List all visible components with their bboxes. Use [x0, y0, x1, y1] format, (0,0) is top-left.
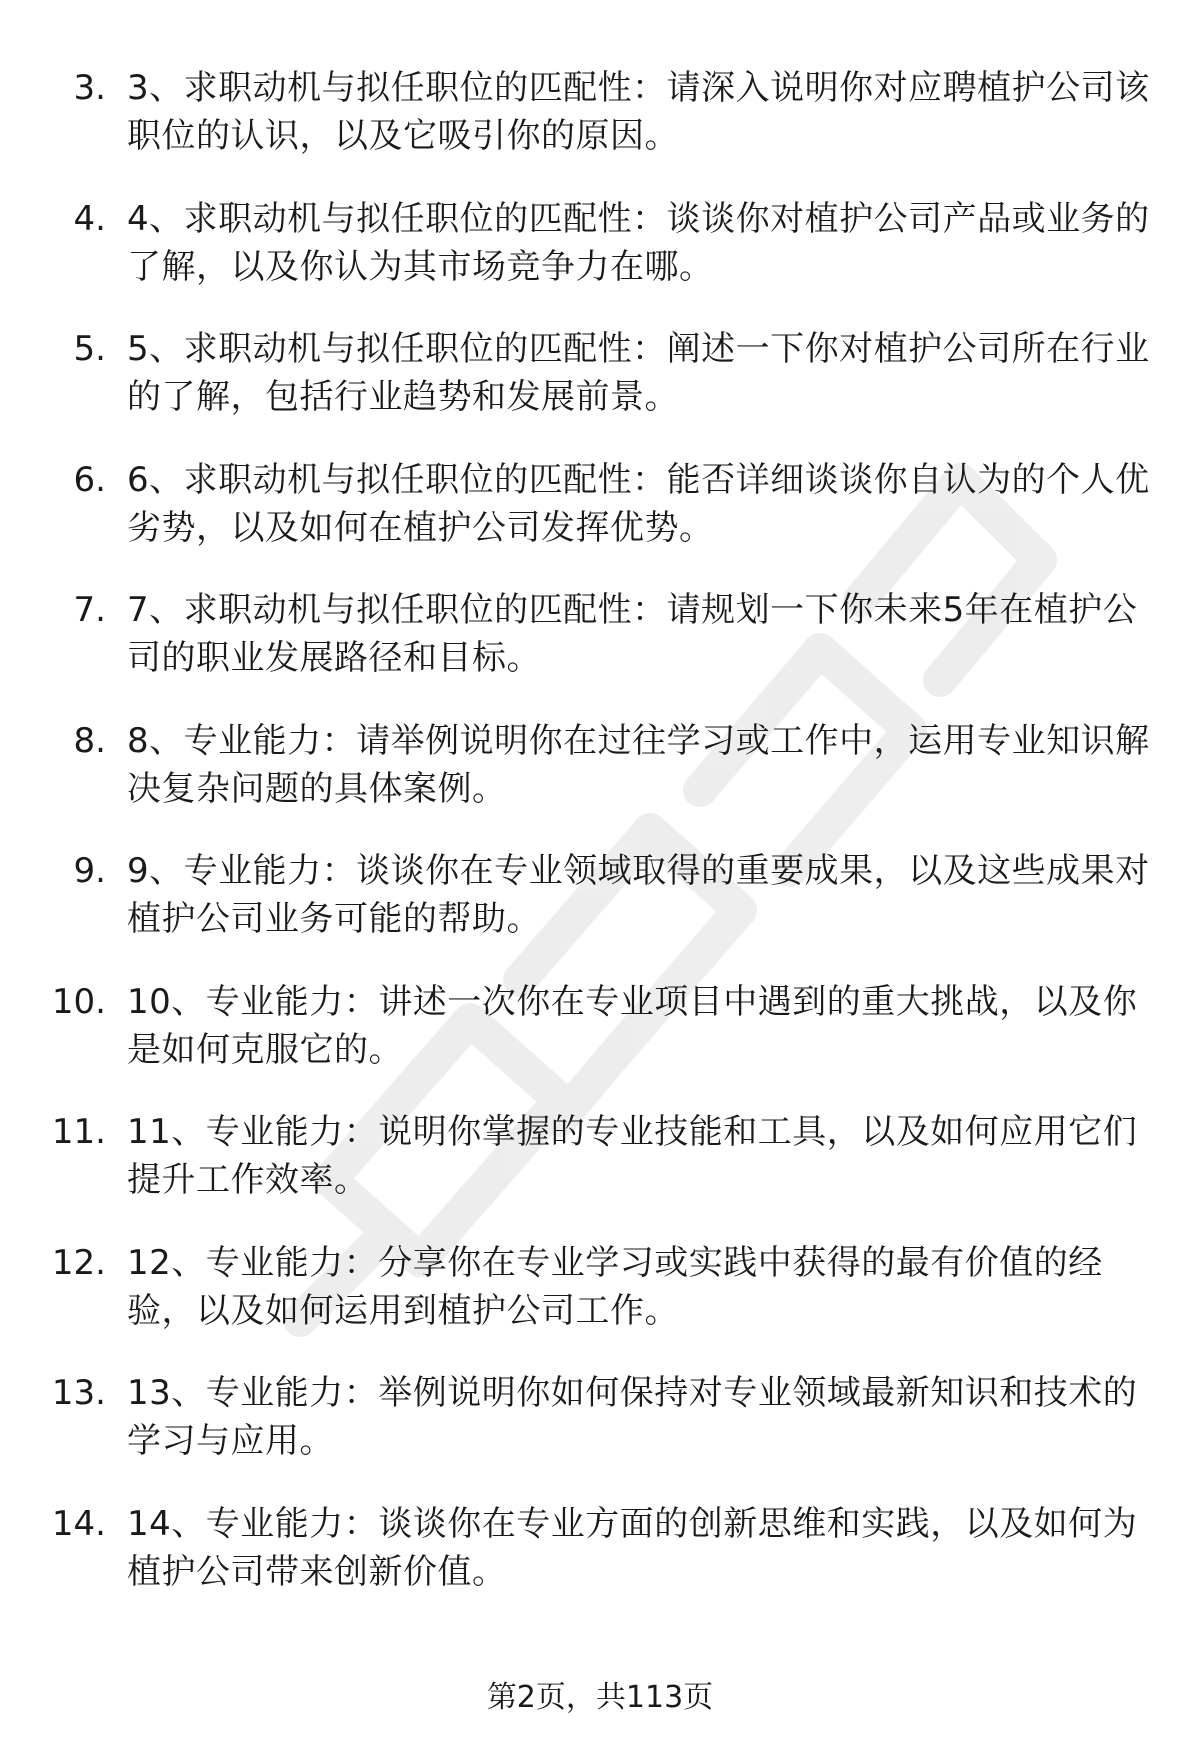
- question-item: [0, 319, 1200, 450]
- question-number: 13.: [51, 1373, 106, 1413]
- question-item: [0, 711, 1200, 842]
- question-text: 14、专业能力：谈谈你在专业方面的创新思维和实践，以及如何为植护公司带来创新价值。: [127, 1503, 1138, 1592]
- question-text: 11、专业能力：说明你掌握的专业技能和工具，以及如何应用它们提升工作效率。: [127, 1112, 1138, 1200]
- question-number: 11.: [51, 1112, 106, 1152]
- question-number: 5.: [73, 329, 106, 369]
- question-number: 9.: [73, 851, 106, 891]
- question-number: 4.: [73, 198, 106, 239]
- question-item: [0, 1102, 1200, 1233]
- question-item: [0, 580, 1200, 711]
- question-text: 12、专业能力：分享你在专业学习或实践中获得的最有价值的经验，以及如何运用到植护公司工作。: [127, 1242, 1103, 1331]
- question-number: 12.: [51, 1242, 106, 1283]
- question-number: 14.: [51, 1503, 106, 1544]
- question-item: [0, 189, 1200, 320]
- question-item: [0, 841, 1200, 972]
- question-item: [0, 1494, 1200, 1625]
- question-item: [0, 972, 1200, 1103]
- question-number: 8.: [73, 720, 106, 761]
- question-text: 3、求职动机与拟任职位的匹配性：请深入说明你对应聘植护公司该职位的认识，以及它吸引你的原因。: [127, 68, 1150, 156]
- question-text: 6、求职动机与拟任职位的匹配性：能否详细谈谈你自认为的个人优劣势，以及如何在植护公司发挥优势。: [127, 459, 1150, 548]
- question-item: [0, 1233, 1200, 1364]
- page-footer: 第2页，共113页: [486, 1680, 714, 1715]
- question-number: 7.: [73, 590, 106, 630]
- question-number: 6.: [73, 459, 106, 500]
- question-list: [0, 58, 1200, 1624]
- question-text: 10、专业能力：讲述一次你在专业项目中遇到的重大挑战，以及你是如何克服它的。: [127, 981, 1138, 1070]
- question-text: 9、专业能力：谈谈你在专业领域取得的重要成果，以及这些成果对植护公司业务可能的帮助。: [127, 851, 1150, 939]
- question-item: [0, 58, 1200, 189]
- question-text: 13、专业能力：举例说明你如何保持对专业领域最新知识和技术的学习与应用。: [127, 1373, 1138, 1461]
- question-item: [0, 450, 1200, 581]
- question-text: 8、专业能力：请举例说明你在过往学习或工作中，运用专业知识解决复杂问题的具体案例。: [127, 720, 1150, 809]
- question-item: [0, 1363, 1200, 1494]
- question-number: 3.: [73, 68, 106, 108]
- question-text: 5、求职动机与拟任职位的匹配性：阐述一下你对植护公司所在行业的了解，包括行业趋势和发展前景。: [127, 329, 1150, 417]
- question-text: 4、求职动机与拟任职位的匹配性：谈谈你对植护公司产品或业务的了解，以及你认为其市场竞争力在哪。: [127, 198, 1150, 287]
- question-text: 7、求职动机与拟任职位的匹配性：请规划一下你未来5年在植护公司的职业发展路径和目标。: [127, 590, 1138, 678]
- question-number: 10.: [51, 981, 106, 1022]
